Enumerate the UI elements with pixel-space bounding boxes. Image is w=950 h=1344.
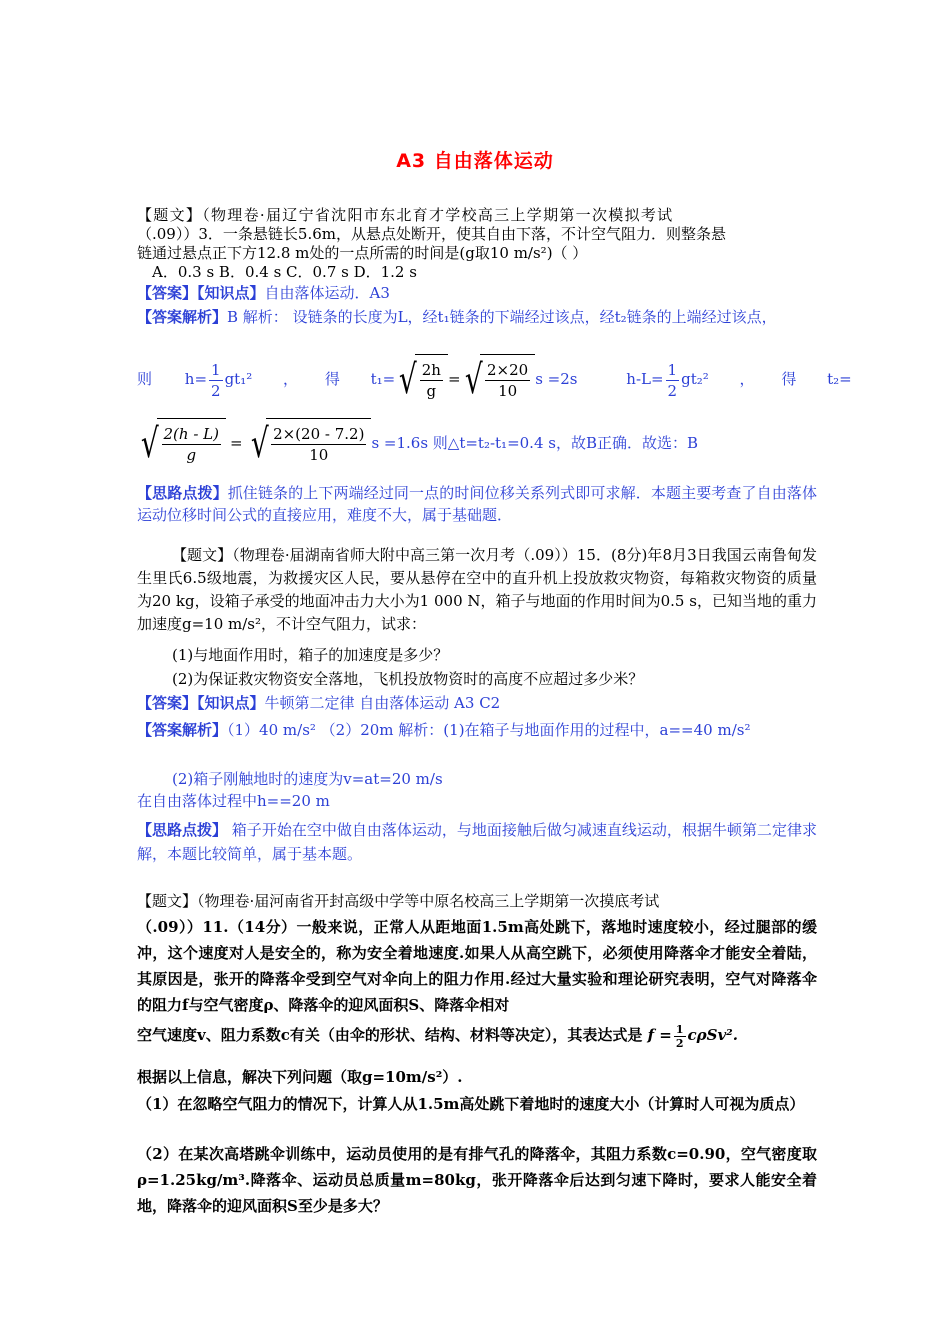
sqrt-2hL-g: √ $\frac{2(h - L)}{g}$ <box>137 418 226 470</box>
q1-formula-line1 <box>137 354 852 406</box>
sqrt-2x20-72-10: √ $\frac{2\times(20 - 7.2)}{10}$ <box>247 418 372 470</box>
q1-line1: 【题文】（物理卷·届辽宁省沈阳市东北育才学校高三上学期第一次模拟考试 <box>137 206 674 224</box>
sqrt3-num: 2(h - L) <box>163 425 219 443</box>
formula-de: 得 <box>324 370 340 388</box>
q1-answer <box>137 282 817 304</box>
q3-half-den: 2 <box>675 1036 684 1050</box>
answer-label: 【答案】【知识点】 <box>137 694 265 712</box>
analysis-label: 【答案解析】 <box>137 721 228 739</box>
q3-fraction-half <box>674 1023 686 1050</box>
formula-h-eq: h= <box>184 370 208 388</box>
half-num: 1 <box>211 360 221 379</box>
hint-text: 箱子开始在空中做自由落体运动，与地面接触后做匀减速直线运动，根据牛顿第二定律求解，本题比较简单，属于基本题。 <box>137 821 817 863</box>
q3-para-a: （.09））11.（14分）一般来说，正常人从距地面1.5m高处跳下，落地时速度较小，经过腿部的缓冲，这个速度对人是安全的，称为安全着地速度.如果人从高空跳下，必须使用降落伞才能安全着陆，其原因是，张开的降落伞受到空气对伞向上的阻力作用.经过大量实验和理论研究表明，空气对降落伞的阻力f与空气密度ρ、降落伞的迎风面积S、降落伞相对 <box>137 918 817 1014</box>
analysis-text: （1）40 m/s² （2）20m 解析：(1)在箱子与地面作用的过程中，a==40 m/s² <box>227 721 751 739</box>
sqrt4-num: 2×(20 - 7.2) <box>273 425 365 443</box>
formula-gt1: gt₁² <box>224 370 253 388</box>
q1-line2: （.09））3．一条悬链长5.6m，从悬点处断开，使其自由下落，不计空气阻力．则整条悬 <box>137 225 726 243</box>
q2-hint <box>137 818 817 866</box>
q3-formula-tail: cρSv². <box>687 1026 738 1044</box>
sqrt1-num: 2h <box>421 361 441 379</box>
q3-line1: 【题文】（物理卷·届河南省开封高级中学等中原名校高三上学期第一次摸底考试 <box>137 892 660 910</box>
q2-step3: 在自由落体过程中h==20 m <box>137 792 330 810</box>
q3-half-num: 1 <box>675 1022 684 1036</box>
half-den: 2 <box>211 381 221 400</box>
q3-sub2: （2）在某次高塔跳伞训练中，运动员使用的是有排气孔的降落伞，其阻力系数c=0.90，空气密度取ρ=1.25kg/m³.降落伞、运动员总质量m=80kg，张开降落伞后达到匀速下降时，要求人能安全着地，降落伞的迎风面积S至少是多大？ <box>137 1145 817 1215</box>
q3-after: 根据以上信息，解决下列问题（取g=10m/s²）. <box>137 1068 463 1086</box>
q3-sub1: （1）在忽略空气阻力的情况下，计算人从1.5m高处跳下着地时的速度大小（计算时人可视为质点） <box>137 1095 805 1113</box>
analysis-text: B 解析： 设链条的长度为L，经t₁链条的下端经过该点，经t₂链条的上端经过该点， <box>227 308 777 326</box>
answer-label: 【答案】【知识点】 <box>137 284 265 302</box>
half2-num: 1 <box>667 360 678 379</box>
fraction-half-2 <box>666 360 680 401</box>
fraction-half <box>209 360 223 401</box>
hint-label: 【思路点拨】 <box>137 821 228 839</box>
hint-label: 【思路点拨】 <box>137 484 228 502</box>
answer-text: 自由落体运动．A3 <box>264 284 390 302</box>
q3-formula-line <box>137 1022 817 1050</box>
formula-ze: 则 <box>137 370 153 388</box>
q2-sub2: (2)为保证救灾物资安全落地，飞机投放物资时的高度不应超过多少米？ <box>172 670 644 688</box>
q1-hint <box>137 482 817 526</box>
q3-f-eq: f = <box>647 1026 672 1044</box>
formula2-tail: s =1.6s 则△t=t₂-t₁=0.4 s，故B正确．故选：B <box>371 434 699 452</box>
formula-gt2: gt₂² <box>681 370 709 388</box>
q2-analysis <box>137 718 817 742</box>
formula-de-2: 得 <box>781 370 797 388</box>
q1-stem <box>137 206 817 282</box>
sqrt2-num: 2×20 <box>487 361 529 379</box>
formula-t2-eq: t₂= <box>827 370 852 388</box>
formula-comma-2: ， <box>739 370 755 388</box>
equals-sign: = <box>447 370 461 388</box>
q1-formula-line2 <box>137 418 698 470</box>
q1-analysis <box>137 304 817 330</box>
sqrt4-den: 10 <box>309 446 329 464</box>
q1-options: A．0.3 s B．0.4 s C．0.7 s D．1.2 s <box>152 263 417 281</box>
q3-formula-prefix: 空气速度v、阻力系数c有关（由伞的形状、结构、材料等决定），其表达式是 <box>137 1026 643 1044</box>
q2-answer <box>137 692 817 714</box>
formula-comma: ， <box>283 370 299 388</box>
sqrt3-den: g <box>186 446 197 464</box>
sqrt2-den: 10 <box>498 382 518 400</box>
hint-text: 抓住链条的上下两端经过同一点的时间位移关系列式即可求解．本题主要考查了自由落体运动位移时间公式的直接应用，难度不大，属于基础题． <box>137 484 817 524</box>
q2-step2: (2)箱子刚触地时的速度为v=at=20 m/s <box>172 770 443 788</box>
q2-sub1: (1)与地面作用时，箱子的加速度是多少？ <box>172 646 449 664</box>
formula-hl-eq: h-L= <box>626 370 664 388</box>
sqrt1-den: g <box>426 382 437 400</box>
q1-line3: 链通过悬点正下方12.8 m处的一点所需的时间是(g取10 m/s²)（ ） <box>137 244 588 262</box>
answer-text: 牛顿第二定律 自由落体运动 A3 C2 <box>264 694 501 712</box>
sqrt-2x20-10: √ $\frac{2\times 20}{10}$ <box>461 354 536 406</box>
half2-den: 2 <box>667 381 678 400</box>
analysis-label: 【答案解析】 <box>137 308 228 326</box>
formula-res1: s =2s <box>535 370 578 388</box>
equals-sign-2: = <box>229 434 243 452</box>
formula-t1-eq: t₁= <box>370 370 396 388</box>
q2-stem: 【题文】（物理卷·届湖南省师大附中高三第一次月考（.09））15．(8分)年8月3日我国云南鲁甸发生里氏6.5级地震，为救援灾区人民，要从悬停在空中的直升机上投放救灾物资，每箱救灾物资的质量为20 kg，设箱子承受的地面冲击力大小为1 000 N，箱子与地面的作用时间为0.5 s，已知当地的重力加速度g=10 m/s²，不计空气阻力，试求： <box>137 546 817 633</box>
sqrt-2h-g: √ $\frac{2h}{g}$ <box>395 354 448 406</box>
page-title: A3 自由落体运动 <box>396 150 554 172</box>
